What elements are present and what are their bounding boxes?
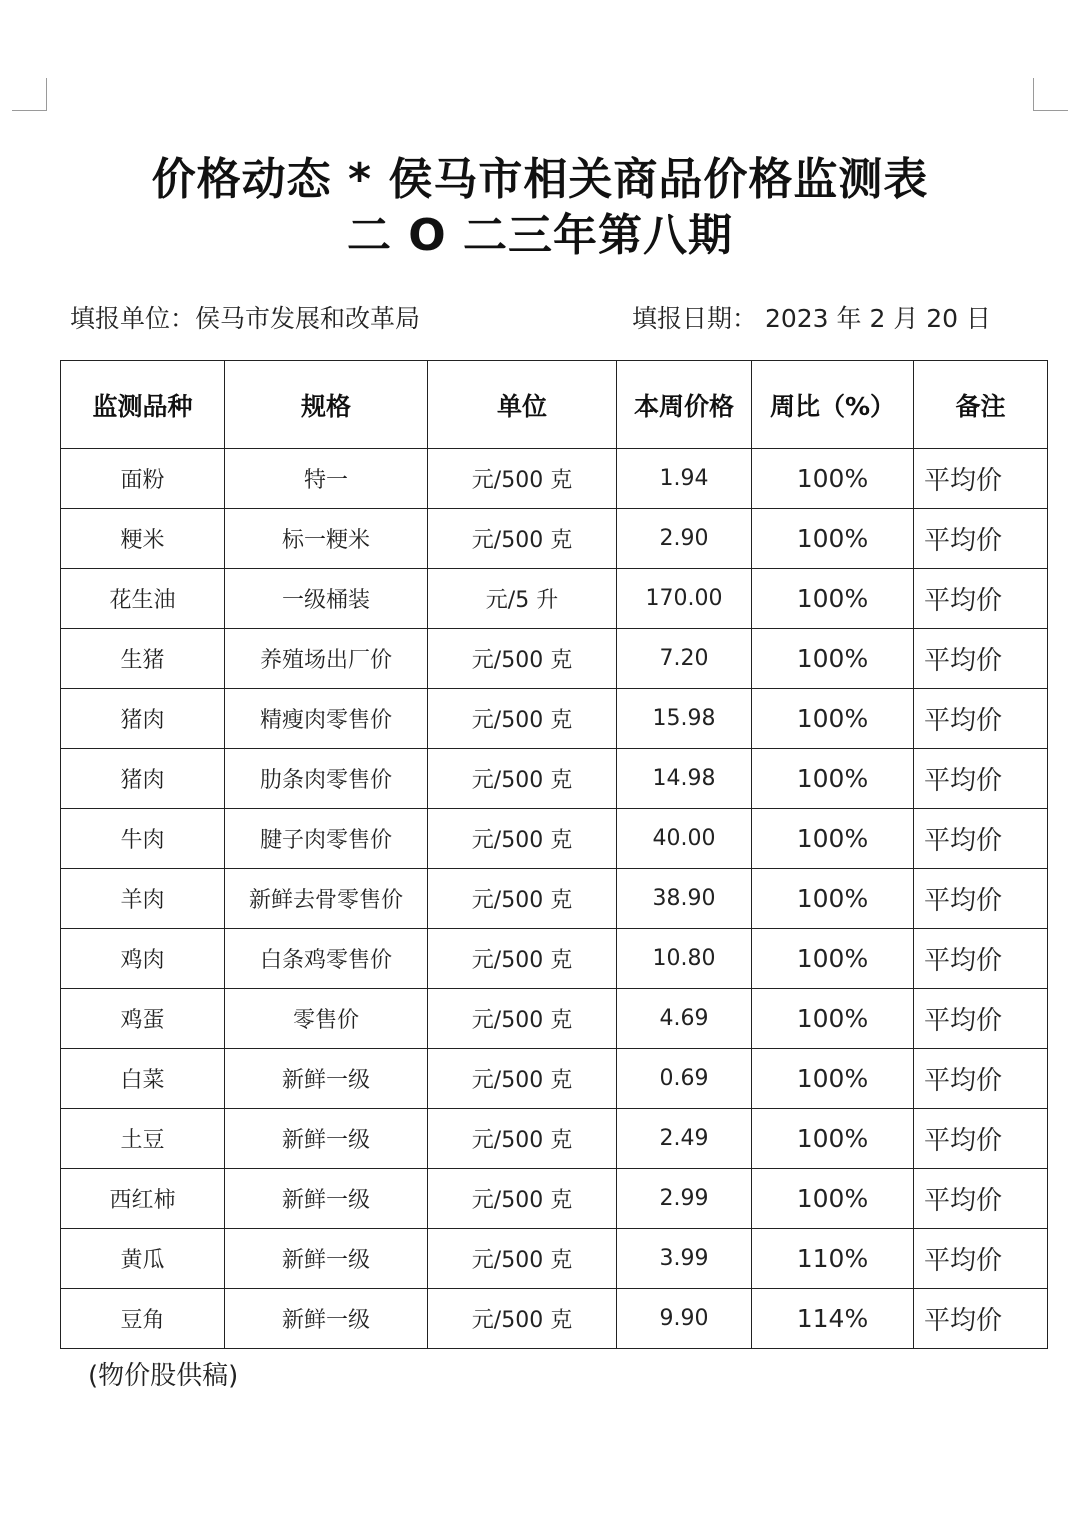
cell-week-ratio: 100% [752, 1169, 914, 1229]
cell-item: 生猪 [61, 629, 225, 689]
cell-unit: 元/500 克 [428, 1289, 617, 1349]
table-row [61, 629, 1048, 689]
cell-note: 平均价 [914, 449, 1048, 509]
report-unit: 填报单位：侯马市发展和改革局 [70, 304, 421, 333]
table-row [61, 1169, 1048, 1229]
cell-price: 9.90 [617, 1289, 752, 1349]
cell-note: 平均价 [914, 809, 1048, 869]
cell-spec: 养殖场出厂价 [225, 629, 428, 689]
cell-spec: 精瘦肉零售价 [225, 689, 428, 749]
cell-unit: 元/500 克 [428, 809, 617, 869]
cell-item: 羊肉 [61, 869, 225, 929]
cell-week-ratio: 100% [752, 449, 914, 509]
cell-item: 粳米 [61, 509, 225, 569]
cell-unit: 元/500 克 [428, 749, 617, 809]
cell-note: 平均价 [914, 749, 1048, 809]
cell-price: 7.20 [617, 629, 752, 689]
cell-price: 40.00 [617, 809, 752, 869]
cell-week-ratio: 100% [752, 869, 914, 929]
cell-unit: 元/500 克 [428, 629, 617, 689]
cell-spec: 一级桶装 [225, 569, 428, 629]
cell-item: 猪肉 [61, 749, 225, 809]
cell-spec: 肋条肉零售价 [225, 749, 428, 809]
cell-week-ratio: 100% [752, 1109, 914, 1169]
table-row [61, 1229, 1048, 1289]
cell-spec: 新鲜一级 [225, 1049, 428, 1109]
cell-price: 170.00 [617, 569, 752, 629]
header-week-ratio: 周比（%） [752, 361, 914, 449]
cell-price: 2.90 [617, 509, 752, 569]
header-spec: 规格 [225, 361, 428, 449]
cell-unit: 元/500 克 [428, 869, 617, 929]
cell-price: 0.69 [617, 1049, 752, 1109]
table-row [61, 1049, 1048, 1109]
source-note: (物价股供稿) [88, 1361, 239, 1391]
cell-note: 平均价 [914, 1169, 1048, 1229]
cell-price: 15.98 [617, 689, 752, 749]
cell-spec: 新鲜一级 [225, 1169, 428, 1229]
header-note: 备注 [914, 361, 1048, 449]
cell-note: 平均价 [914, 1289, 1048, 1349]
cell-item: 鸡肉 [61, 929, 225, 989]
table-row [61, 1109, 1048, 1169]
table-header-row [61, 361, 1048, 449]
cell-item: 牛肉 [61, 809, 225, 869]
cell-item: 花生油 [61, 569, 225, 629]
cell-item: 豆角 [61, 1289, 225, 1349]
cell-note: 平均价 [914, 1109, 1048, 1169]
cell-week-ratio: 100% [752, 989, 914, 1049]
cell-spec: 标一粳米 [225, 509, 428, 569]
cell-spec: 新鲜去骨零售价 [225, 869, 428, 929]
cell-note: 平均价 [914, 569, 1048, 629]
cell-price: 10.80 [617, 929, 752, 989]
cell-week-ratio: 100% [752, 809, 914, 869]
cell-unit: 元/500 克 [428, 1169, 617, 1229]
table-row [61, 749, 1048, 809]
header-unit: 单位 [428, 361, 617, 449]
cell-item: 面粉 [61, 449, 225, 509]
table-row [61, 809, 1048, 869]
table-row [61, 989, 1048, 1049]
cell-week-ratio: 114% [752, 1289, 914, 1349]
cell-item: 黄瓜 [61, 1229, 225, 1289]
table-row [61, 449, 1048, 509]
table-row [61, 1289, 1048, 1349]
cell-spec: 新鲜一级 [225, 1229, 428, 1289]
cell-unit: 元/500 克 [428, 1229, 617, 1289]
cell-item: 白菜 [61, 1049, 225, 1109]
cell-week-ratio: 100% [752, 509, 914, 569]
cell-unit: 元/500 克 [428, 989, 617, 1049]
cell-week-ratio: 110% [752, 1229, 914, 1289]
cell-item: 土豆 [61, 1109, 225, 1169]
cell-week-ratio: 100% [752, 749, 914, 809]
header-item: 监测品种 [61, 361, 225, 449]
cell-week-ratio: 100% [752, 569, 914, 629]
table-row [61, 509, 1048, 569]
price-monitoring-table [60, 360, 1048, 1349]
cell-unit: 元/500 克 [428, 449, 617, 509]
table-row [61, 569, 1048, 629]
cell-item: 猪肉 [61, 689, 225, 749]
document-title: 价格动态 * 侯马市相关商品价格监测表 [151, 154, 929, 205]
cell-week-ratio: 100% [752, 1049, 914, 1109]
cell-spec: 腱子肉零售价 [225, 809, 428, 869]
report-date: 填报日期： 2023 年 2 月 20 日 [632, 304, 992, 333]
crop-mark-top-right [1033, 78, 1068, 111]
cell-week-ratio: 100% [752, 929, 914, 989]
table-row [61, 929, 1048, 989]
cell-unit: 元/5 升 [428, 569, 617, 629]
cell-note: 平均价 [914, 629, 1048, 689]
cell-price: 2.99 [617, 1169, 752, 1229]
header-price: 本周价格 [617, 361, 752, 449]
cell-price: 14.98 [617, 749, 752, 809]
table-row [61, 689, 1048, 749]
crop-mark-top-left [12, 78, 47, 111]
cell-item: 西红柿 [61, 1169, 225, 1229]
cell-unit: 元/500 克 [428, 1049, 617, 1109]
cell-spec: 白条鸡零售价 [225, 929, 428, 989]
cell-note: 平均价 [914, 1049, 1048, 1109]
cell-price: 3.99 [617, 1229, 752, 1289]
cell-week-ratio: 100% [752, 689, 914, 749]
cell-price: 38.90 [617, 869, 752, 929]
cell-unit: 元/500 克 [428, 1109, 617, 1169]
cell-unit: 元/500 克 [428, 509, 617, 569]
cell-spec: 特一 [225, 449, 428, 509]
table-row [61, 869, 1048, 929]
document-issue: 二 O 二三年第八期 [346, 210, 734, 261]
cell-spec: 新鲜一级 [225, 1289, 428, 1349]
cell-note: 平均价 [914, 989, 1048, 1049]
cell-note: 平均价 [914, 689, 1048, 749]
cell-week-ratio: 100% [752, 629, 914, 689]
cell-spec: 新鲜一级 [225, 1109, 428, 1169]
cell-price: 4.69 [617, 989, 752, 1049]
cell-note: 平均价 [914, 929, 1048, 989]
cell-unit: 元/500 克 [428, 689, 617, 749]
cell-unit: 元/500 克 [428, 929, 617, 989]
cell-note: 平均价 [914, 869, 1048, 929]
cell-spec: 零售价 [225, 989, 428, 1049]
cell-item: 鸡蛋 [61, 989, 225, 1049]
cell-note: 平均价 [914, 509, 1048, 569]
cell-price: 1.94 [617, 449, 752, 509]
cell-price: 2.49 [617, 1109, 752, 1169]
cell-note: 平均价 [914, 1229, 1048, 1289]
